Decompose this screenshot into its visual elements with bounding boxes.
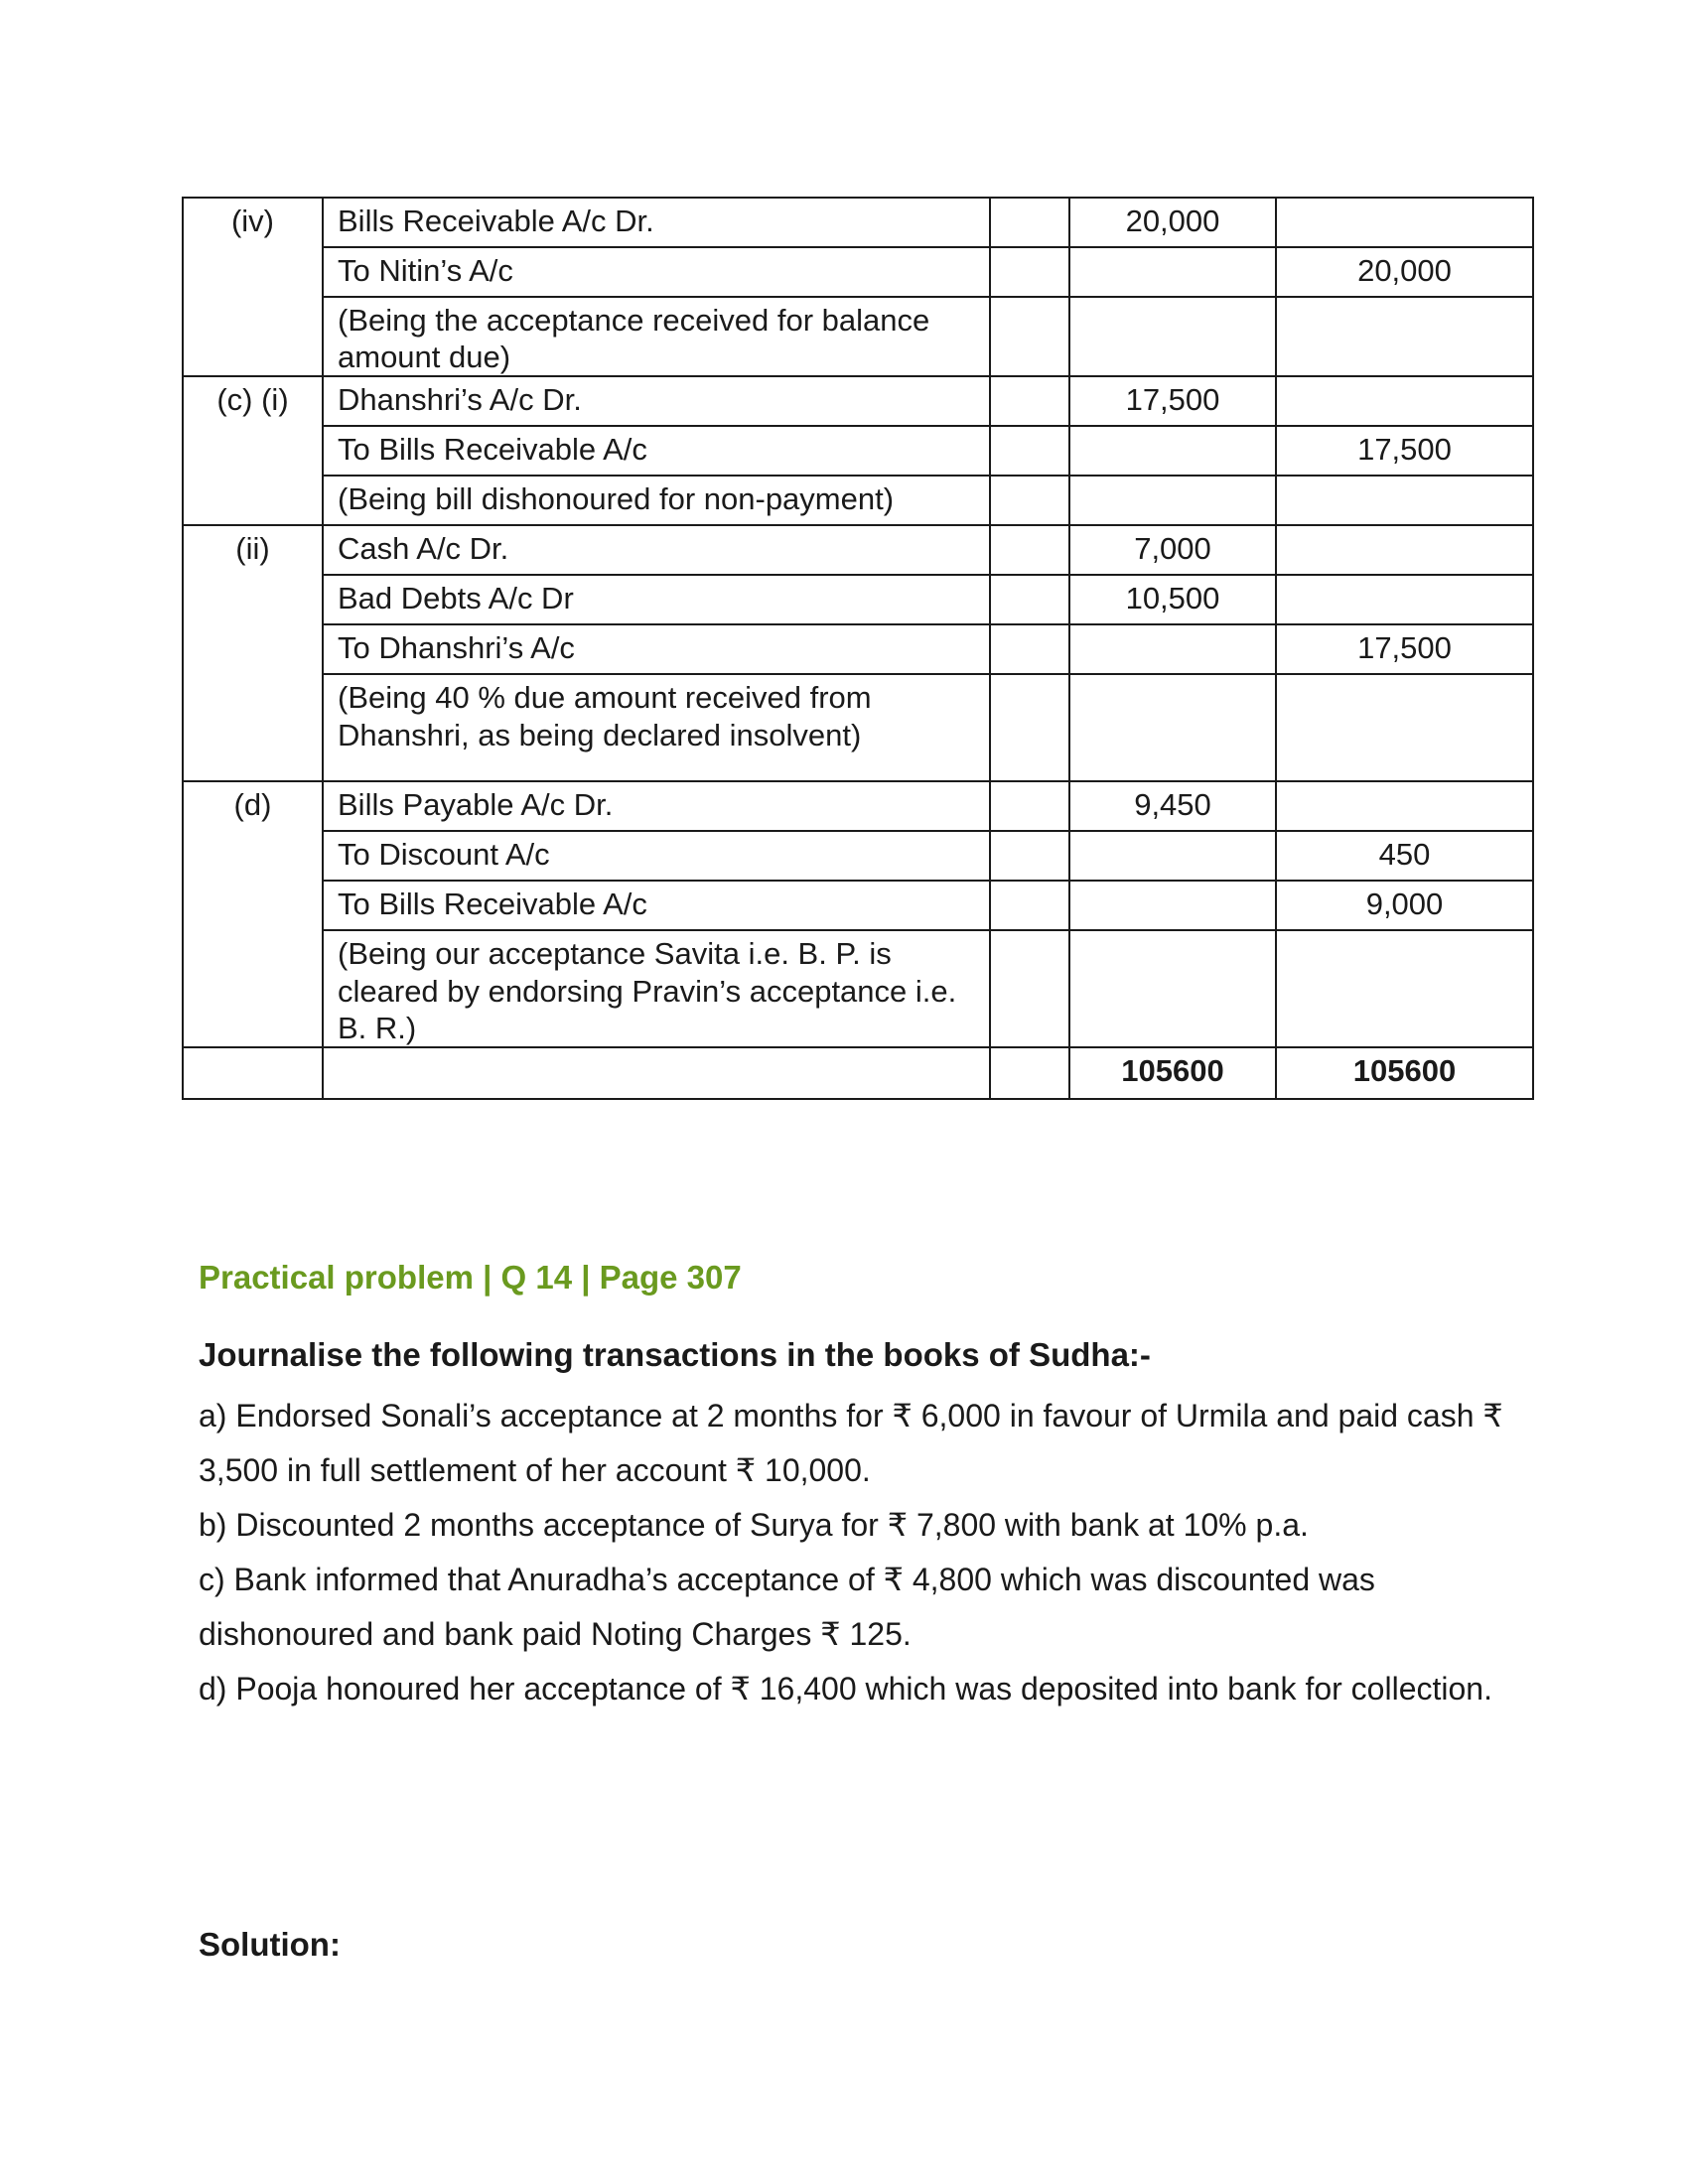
- credit-cell: 9,000: [1276, 881, 1533, 930]
- debit-cell: 7,000: [1069, 525, 1276, 575]
- transaction-item-c: c) Bank informed that Anuradha’s acceptance of ₹ 4,800 which was discounted was dishonoured and bank paid Noting Charges ₹ 125.: [199, 1562, 1375, 1652]
- credit-cell: 17,500: [1276, 624, 1533, 674]
- entry-date-cell: (c) (i): [183, 376, 323, 525]
- journal-entry-table: [182, 197, 1534, 1100]
- credit-cell: [1276, 525, 1533, 575]
- entry-date-cell: (ii): [183, 525, 323, 781]
- transaction-item-d: d) Pooja honoured her acceptance of ₹ 16,400 which was deposited into bank for collection.: [199, 1671, 1492, 1706]
- credit-cell: 17,500: [1276, 426, 1533, 476]
- table-row: [183, 781, 1533, 831]
- solution-label: Solution:: [199, 1926, 341, 1963]
- transaction-item-b: b) Discounted 2 months acceptance of Surya for ₹ 7,800 with bank at 10% p.a.: [199, 1507, 1309, 1543]
- credit-cell: [1276, 297, 1533, 376]
- lf-cell: [990, 831, 1069, 881]
- credit-cell: [1276, 781, 1533, 831]
- lf-cell: [990, 247, 1069, 297]
- particulars-cell: Cash A/c Dr.: [323, 525, 990, 575]
- debit-cell: [1069, 426, 1276, 476]
- lf-cell: [990, 297, 1069, 376]
- lf-cell: [990, 1047, 1069, 1099]
- lf-cell: [990, 930, 1069, 1047]
- credit-cell: [1276, 674, 1533, 781]
- lf-cell: [990, 525, 1069, 575]
- lf-cell: [990, 575, 1069, 624]
- total-credit-cell: 105600: [1276, 1047, 1533, 1099]
- particulars-cell: To Bills Receivable A/c: [323, 881, 990, 930]
- narration-cell: (Being 40 % due amount received from Dhanshri, as being declared insolvent): [323, 674, 990, 781]
- table-row: [183, 831, 1533, 881]
- table-row: [183, 247, 1533, 297]
- debit-cell: [1069, 881, 1276, 930]
- particulars-cell: To Nitin’s A/c: [323, 247, 990, 297]
- debit-cell: [1069, 297, 1276, 376]
- debit-cell: 10,500: [1069, 575, 1276, 624]
- lf-cell: [990, 624, 1069, 674]
- credit-cell: 20,000: [1276, 247, 1533, 297]
- particulars-cell: To Dhanshri’s A/c: [323, 624, 990, 674]
- particulars-cell: Dhanshri’s A/c Dr.: [323, 376, 990, 426]
- total-debit-cell: 105600: [1069, 1047, 1276, 1099]
- lf-cell: [990, 198, 1069, 247]
- debit-cell: 17,500: [1069, 376, 1276, 426]
- lf-cell: [990, 376, 1069, 426]
- table-row: [183, 297, 1533, 376]
- lf-cell: [990, 476, 1069, 525]
- narration-cell: (Being bill dishonoured for non-payment): [323, 476, 990, 525]
- problem-heading: Practical problem | Q 14 | Page 307: [199, 1259, 742, 1296]
- table-row: [183, 624, 1533, 674]
- transaction-list: [199, 1389, 1519, 1716]
- table-row: [183, 198, 1533, 247]
- debit-cell: [1069, 624, 1276, 674]
- credit-cell: [1276, 376, 1533, 426]
- debit-cell: 9,450: [1069, 781, 1276, 831]
- credit-cell: [1276, 575, 1533, 624]
- debit-cell: [1069, 930, 1276, 1047]
- table-row: [183, 575, 1533, 624]
- table-row: [183, 525, 1533, 575]
- credit-cell: [1276, 198, 1533, 247]
- debit-cell: [1069, 674, 1276, 781]
- table-row: [183, 930, 1533, 1047]
- particulars-cell: Bills Payable A/c Dr.: [323, 781, 990, 831]
- credit-cell: [1276, 930, 1533, 1047]
- narration-cell: (Being the acceptance received for balance amount due): [323, 297, 990, 376]
- total-row: [183, 1047, 1533, 1099]
- credit-cell: [1276, 476, 1533, 525]
- table-row: [183, 881, 1533, 930]
- credit-cell: 450: [1276, 831, 1533, 881]
- narration-cell: (Being our acceptance Savita i.e. B. P. is cleared by endorsing Pravin’s acceptance i.e. B. R.): [323, 930, 990, 1047]
- debit-cell: [1069, 247, 1276, 297]
- total-particulars-cell: [323, 1047, 990, 1099]
- question-title: Journalise the following transactions in the books of Sudha:-: [199, 1336, 1151, 1373]
- particulars-cell: To Discount A/c: [323, 831, 990, 881]
- table-row: [183, 426, 1533, 476]
- particulars-cell: To Bills Receivable A/c: [323, 426, 990, 476]
- debit-cell: [1069, 476, 1276, 525]
- debit-cell: 20,000: [1069, 198, 1276, 247]
- lf-cell: [990, 674, 1069, 781]
- particulars-cell: Bills Receivable A/c Dr.: [323, 198, 990, 247]
- debit-cell: [1069, 831, 1276, 881]
- entry-date-cell: (d): [183, 781, 323, 1047]
- transaction-item-a: a) Endorsed Sonali’s acceptance at 2 months for ₹ 6,000 in favour of Urmila and paid cash ₹ 3,500 in full settlement of her account ₹ 10,000.: [199, 1398, 1503, 1488]
- lf-cell: [990, 881, 1069, 930]
- particulars-cell: Bad Debts A/c Dr: [323, 575, 990, 624]
- table-row: [183, 376, 1533, 426]
- table-row: [183, 674, 1533, 781]
- lf-cell: [990, 426, 1069, 476]
- entry-date-cell: (iv): [183, 198, 323, 376]
- lf-cell: [990, 781, 1069, 831]
- total-date-cell: [183, 1047, 323, 1099]
- table-row: [183, 476, 1533, 525]
